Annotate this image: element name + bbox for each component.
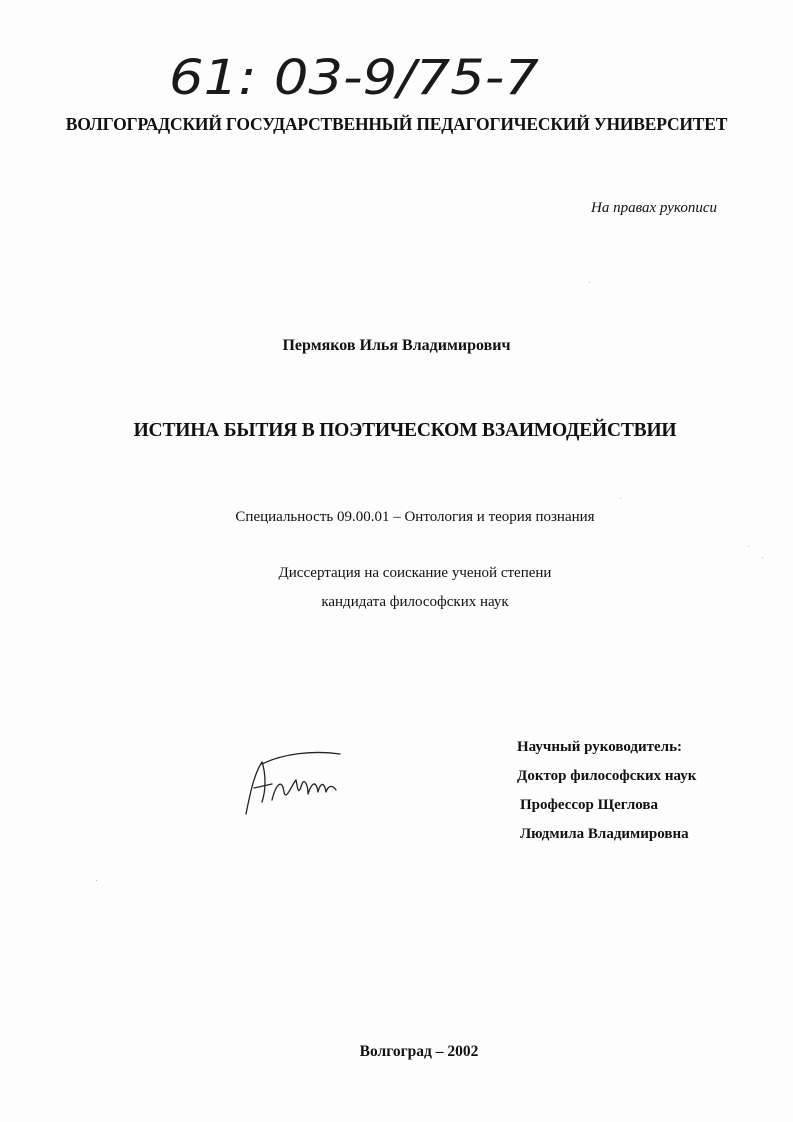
library-code: 61: 03-9/75-7 <box>169 50 540 106</box>
scan-speck <box>620 498 621 499</box>
city-year: Волгоград – 2002 <box>359 1043 479 1060</box>
manuscript-rights: На правах рукописи <box>591 200 717 216</box>
advisor-label: Научный руководитель: <box>517 739 682 755</box>
signature-image <box>232 744 352 824</box>
advisor-rank: Профессор Щеглова <box>520 797 658 813</box>
advisor-degree: Доктор философских наук <box>517 768 697 784</box>
advisor-block <box>517 733 696 849</box>
scan-speck <box>589 282 590 283</box>
degree-line: кандидата философских наук <box>321 594 509 610</box>
scan-speck <box>96 880 97 881</box>
advisor-name: Людмила Владимировна <box>520 826 689 842</box>
library-code-handwritten <box>165 38 545 108</box>
scan-speck <box>748 546 749 547</box>
specialty-line: Специальность 09.00.01 – Онтология и теория познания <box>235 509 595 525</box>
university-name: ВОЛГОГРАДСКИЙ ГОСУДАРСТВЕННЫЙ ПЕДАГОГИЧЕСКИЙ УНИВЕРСИТЕТ <box>65 114 728 134</box>
scan-speck <box>762 557 763 558</box>
thesis-title: ИСТИНА БЫТИЯ В ПОЭТИЧЕСКОМ ВЗАИМОДЕЙСТВИИ <box>133 420 677 441</box>
dissertation-line: Диссертация на соискание ученой степени <box>278 565 552 581</box>
author-name: Пермяков Илья Владимирович <box>282 337 511 354</box>
